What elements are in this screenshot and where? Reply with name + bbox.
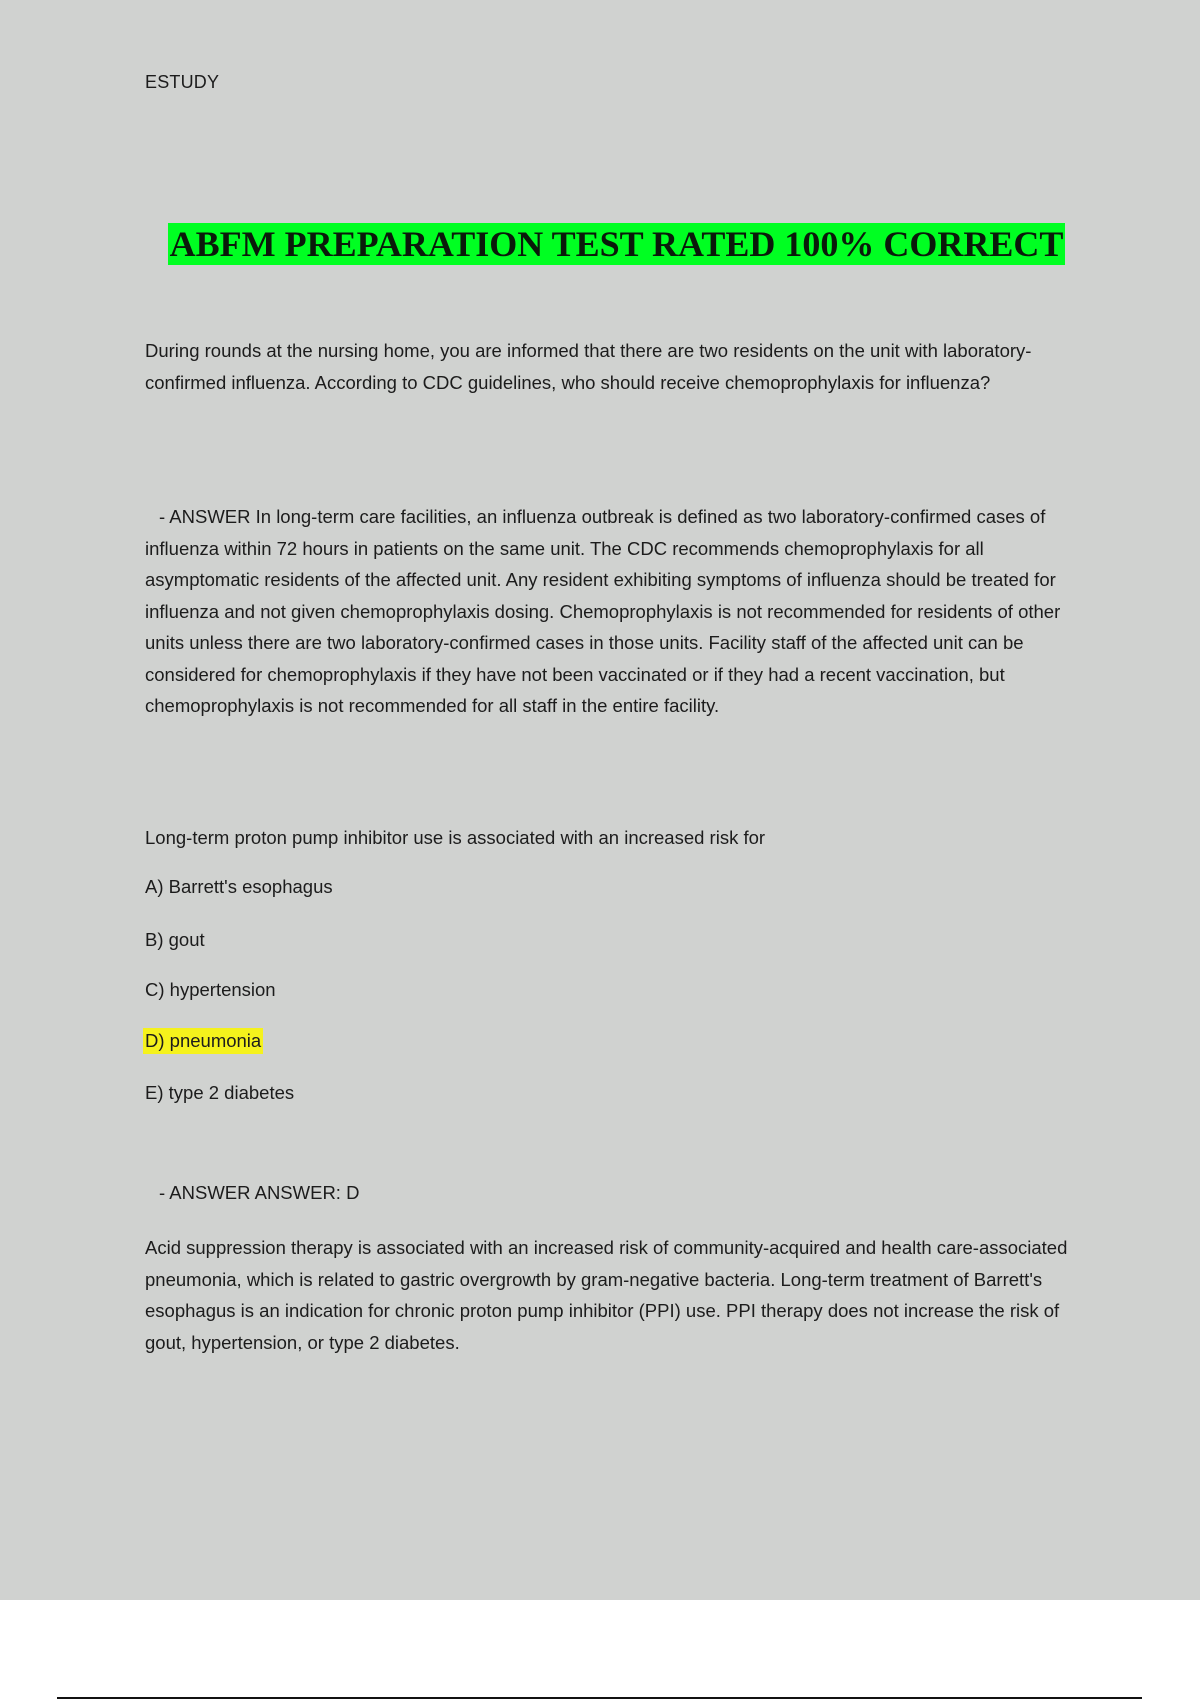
title-container <box>0 223 1200 265</box>
option-c: C) hypertension <box>145 979 276 1000</box>
question-1: During rounds at the nursing home, you are informed that there are two residents on the unit with laboratory-confirmed influenza. According to CDC guidelines, who should receive chemoprophylaxis for influenza? <box>145 340 1032 393</box>
footer-divider <box>57 1697 1142 1699</box>
question-2: Long-term proton pump inhibitor use is associated with an increased risk for <box>145 827 766 848</box>
answer-2-label: - ANSWER ANSWER: D <box>159 1182 360 1203</box>
option-d-highlighted: D) pneumonia <box>143 1028 263 1054</box>
page-title: ABFM PREPARATION TEST RATED 100% CORRECT <box>169 224 1064 264</box>
header-label: ESTUDY <box>145 72 220 92</box>
option-a: A) Barrett's esophagus <box>145 876 333 897</box>
option-b: B) gout <box>145 929 205 950</box>
answer-1: - ANSWER In long-term care facilities, an influenza outbreak is defined as two laboratory-confirmed cases of influenza within 72 hours in patients on the same unit. The CDC recommends chemoprophylaxis for all asymptomatic residents of the affected unit. Any resident exhibiting symptoms of influenza should be treated for influenza and not given chemoprophylaxis dosing. Chemoprophylaxis is not recommended for residents of other units unless there are two laboratory-confirmed cases in those units. Facility staff of the affected unit can be considered for chemoprophylaxis if they have not been vaccinated or if they had a recent vaccination, but chemoprophylaxis is not recommended for all staff in the entire facility. <box>145 506 1061 716</box>
answer-2-explanation: Acid suppression therapy is associated with an increased risk of community-acquired and health care-associated pneumonia, which is related to gastric overgrowth by gram-negative bacteria. Long-term treatment of Barrett's esophagus is an indication for chronic proton pump inhibitor (PPI) use. PPI therapy does not increase the risk of gout, hypertension, or type 2 diabetes. <box>145 1237 1068 1353</box>
option-e: E) type 2 diabetes <box>145 1082 295 1103</box>
